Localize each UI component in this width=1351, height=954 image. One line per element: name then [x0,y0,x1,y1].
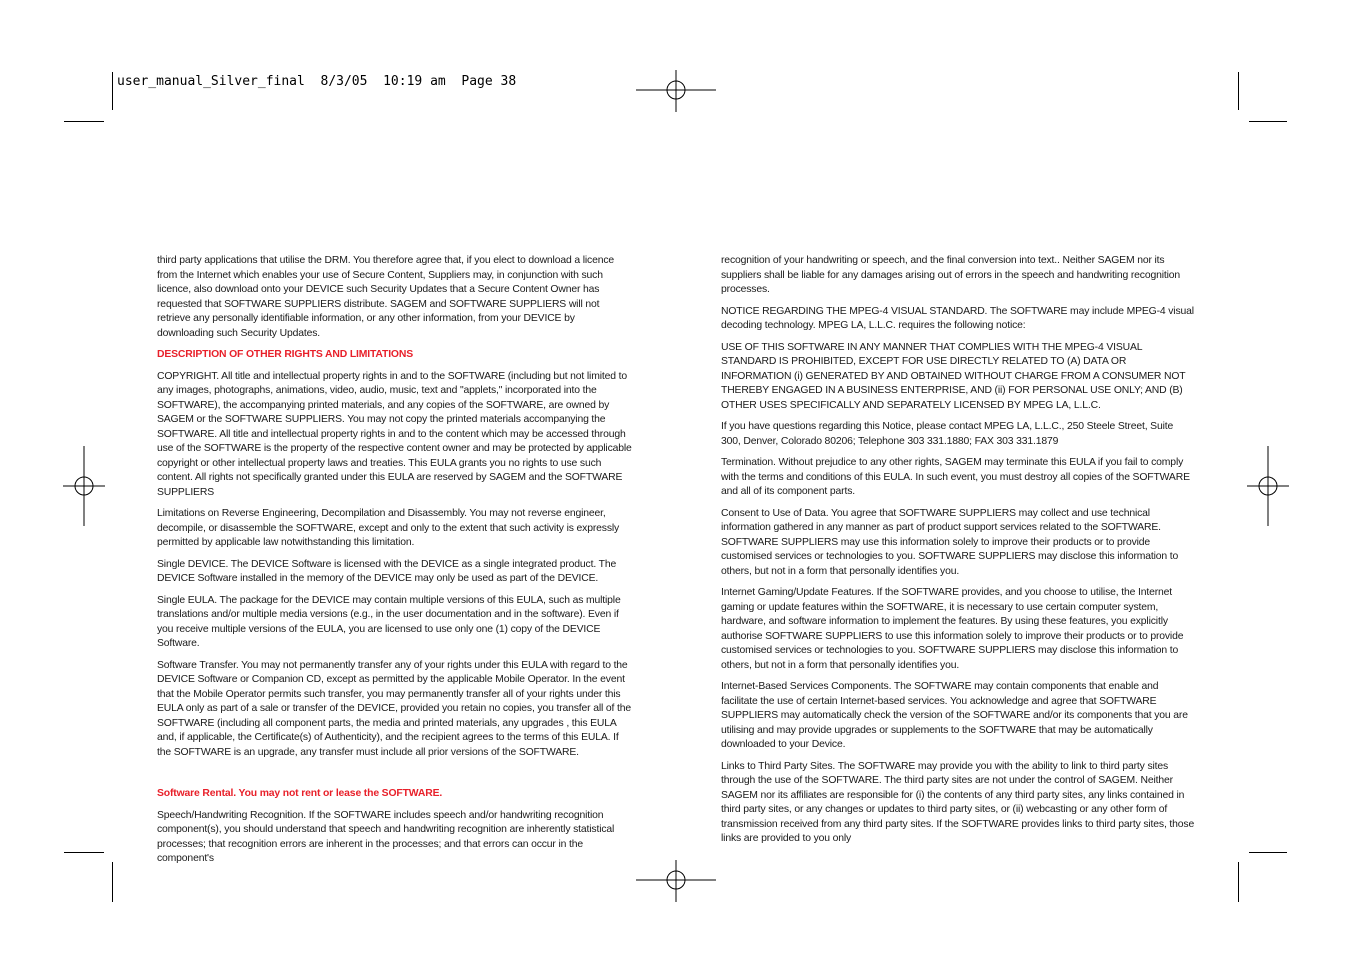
paragraph-internet-services: Internet-Based Services Components. The SOFTWARE may contain components that enable and facilitate the use of certain Internet-based services. You acknowledge and agree that SOFTWARE SUPPLIERS may automatically check the version of the SOFTWARE and/or its components that you are utilising and may provide upgrades or supplements to the SOFTWARE that may be automatically downloaded to your Device. [721,681,1188,750]
registration-mark-bottom [636,860,716,902]
crop-mark [64,852,104,853]
paragraph-mpeg4-notice: NOTICE REGARDING THE MPEG-4 VISUAL STANDARD. The SOFTWARE may include MPEG-4 visual decoding technology. MPEG LA, L.L.C. requires the following notice: [721,305,1194,331]
paragraph-copyright: COPYRIGHT. All title and intellectual property rights in and to the SOFTWARE (including but not limited to any images, photographs, animations, video, audio, music, text and "applets," incorporated into the SOFTWARE), the accompanying printed materials, and any copies of the SOFTWARE, are owned by SAGEM or the SOFTWARE SUPPLIERS. You may not copy the printed materials accompanying the SOFTWARE. All title and intellectual property rights in and to the content which may be accessed through use of the SOFTWARE is the property of the respective content owner and may be protected by applicable copyright or other intellectual property laws and treaties. This EULA grants you no rights to use such content. All rights not specifically granted under this EULA are reserved by SAGEM and the SOFTWARE SUPPLIERS [157,370,632,498]
paragraph-termination: Termination. Without prejudice to any other rights, SAGEM may terminate this EULA if you fail to comply with the terms and conditions of this EULA. In such event, you must destroy all copies of the SOFTWARE and all of its component parts. [721,457,1190,497]
section-heading-rental: Software Rental. You may not rent or lease the SOFTWARE. [157,788,443,799]
registration-mark-top [636,70,716,112]
paragraph-speech-recognition: Speech/Handwriting Recognition. If the SOFTWARE includes speech and/or handwriting recognition component(s), you should understand that speech and handwriting recognition are inherently statistical processes; that recognition errors are inherent in the processes; and that errors can occur in the component's [157,809,615,864]
paragraph-single-device: Single DEVICE. The DEVICE Software is licensed with the DEVICE as a single integrated product. The DEVICE Software installed in the memory of the DEVICE may only be used as part of the DEVICE. [157,558,617,584]
registration-mark-right [1247,446,1289,526]
paragraph-drm: third party applications that utilise the DRM. You therefore agree that, if you elect to download a licence from the Internet which enables your use of Secure Content, Suppliers may, in conjunction with such licence, also download onto your DEVICE such Security Updates that a Secure Content Owner has requested that SOFTWARE SUPPLIERS distribute. SAGEM and SOFTWARE SUPPLIERS will not retrieve any personally identifiable information, or any other information, from your DEVICE by downloading such Security Updates. [157,255,615,339]
paragraph-internet-gaming: Internet Gaming/Update Features. If the SOFTWARE provides, and you choose to utilise, the Internet gaming or update features within the SOFTWARE, it is necessary to use certain computer system, hardware, and software information to implement the features. By using these features, you explicitly authorise SOFTWARE SUPPLIERS to use this information solely to improve their products or to provide customised services or technologies to you. SOFTWARE SUPPLIERS may disclose this information to others, but not in a form that personally identifies you. [721,587,1184,671]
paragraph-mpeg-contact: If you have questions regarding this Notice, please contact MPEG LA, L.L.C., 250 Steele Street, Suite 300, Denver, Colorado 80206; Telephone 303 331.1880; FAX 303 331.1879 [721,421,1174,447]
print-slug: user_manual_Silver_final 8/3/05 10:19 am Page 38 [117,74,517,89]
crop-mark [1249,121,1287,122]
paragraph-consent-data: Consent to Use of Data. You agree that SOFTWARE SUPPLIERS may collect and use technical information gathered in any manner as part of product support services related to the SOFTWARE. SOFTWARE SUPPLIERS may use this information solely to improve their products or to provide customised services or technologies to you. SOFTWARE SUPPLIERS may disclose this information to others, but not in a form that personally identifies you. [721,507,1179,577]
paragraph-mpeg4-terms: USE OF THIS SOFTWARE IN ANY MANNER THAT COMPLIES WITH THE MPEG-4 VISUAL STANDARD IS PROHIBITED, EXCEPT FOR USE DIRECTLY RELATED TO (A) DATA OR INFORMATION (i) GENERATED BY AND OBTAINED WITHOUT CHARGE FROM A CONSUMER NOT THEREBY ENGAGED IN A BUSINESS ENTERPRISE, AND (ii) FOR PERSONAL USE ONLY; AND (B) OTHER USES SPECIFICALLY AND SEPARATELY LICENSED BY MPEG LA, L.L.C. [721,341,1186,411]
crop-mark [1238,72,1239,110]
paragraph-recognition-cont: recognition of your handwriting or speech, and the final conversion into text.. Neither SAGEM nor its suppliers shall be liable for any damages arising out of errors in the speech and handwriting recognition processes. [721,255,1181,295]
crop-mark [64,121,104,122]
section-heading: DESCRIPTION OF OTHER RIGHTS AND LIMITATIONS [157,349,414,360]
paragraph-third-party-links: Links to Third Party Sites. The SOFTWARE may provide you with the ability to link to third party sites through the use of the SOFTWARE. The third party sites are not under the control of SAGEM. Neither SAGEM nor its affiliates are responsible for (i) the contents of any third party sites, any links contained in third party sites, or any changes or updates to third party sites, or (ii) webcasting or any other form of transmission received from any third party sites. If the SOFTWARE provides links to third party sites, those links are provided to you only [721,760,1195,844]
paragraph-software-transfer: Software Transfer. You may not permanently transfer any of your rights under this EULA with regard to the DEVICE Software or Companion CD, except as permitted by the applicable Mobile Operator. In the event that the Mobile Operator permits such transfer, you may permanently transfer all of your rights under this EULA only as part of a sale or transfer of the DEVICE, provided you retain no copies, you transfer all of the SOFTWARE (including all component parts, the media and printed materials, any upgrades , this EULA and, if applicable, the Certificate(s) of Authenticity), and the recipient agrees to the terms of this EULA. If the SOFTWARE is an upgrade, any transfer must include all prior versions of the SOFTWARE. [157,659,632,758]
crop-mark [1238,862,1239,902]
paragraph-reverse-engineering: Limitations on Reverse Engineering, Decompilation and Disassembly. You may not reverse engineer, decompile, or disassemble the SOFTWARE, except and only to the extent that such activity is expressly permitted by applicable law notwithstanding this limitation. [157,508,620,548]
crop-mark [1249,852,1287,853]
crop-mark [112,72,113,110]
right-column [721,254,1195,854]
paragraph-single-eula: Single EULA. The package for the DEVICE may contain multiple versions of this EULA, such as multiple translations and/or multiple media versions (e.g., in the user documentation and in the software). Even if you receive multiple versions of the EULA, you are licensed to use only one (1) copy of the DEVICE Software. [157,594,621,649]
registration-mark-left [63,446,105,526]
left-column [157,254,633,874]
crop-mark [112,862,113,902]
